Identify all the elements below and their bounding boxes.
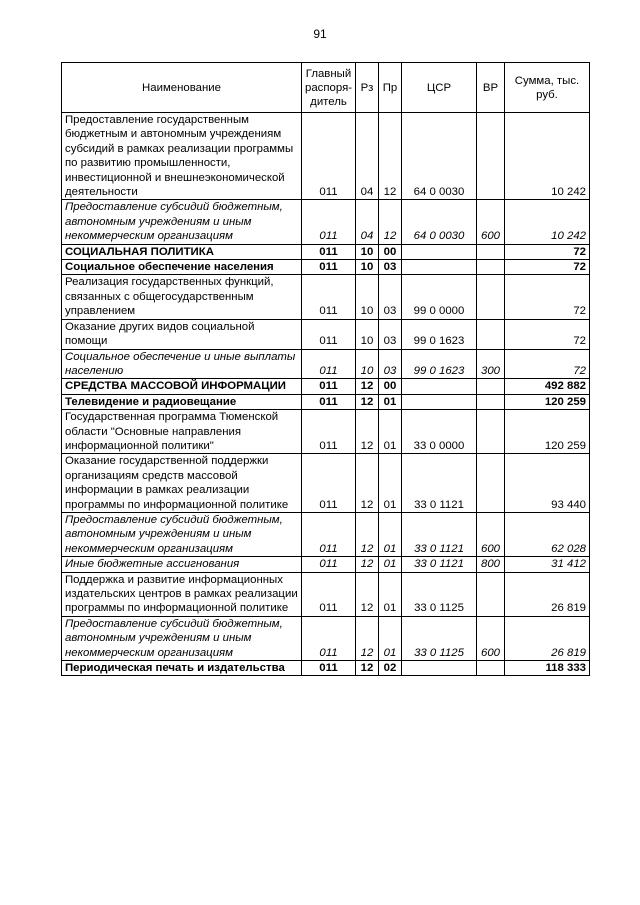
cell-csr bbox=[402, 260, 477, 275]
cell-rz: 12 bbox=[356, 557, 379, 572]
cell-vr: 300 bbox=[477, 349, 505, 379]
table-row bbox=[62, 200, 590, 244]
cell-csr: 99 0 1623 bbox=[402, 349, 477, 379]
cell-name: Телевидение и радиовещание bbox=[62, 394, 302, 409]
cell-rz: 12 bbox=[356, 512, 379, 556]
table-row bbox=[62, 512, 590, 556]
table-row bbox=[62, 661, 590, 676]
cell-csr: 64 0 0030 bbox=[402, 113, 477, 200]
cell-chief-manager: 011 bbox=[302, 260, 356, 275]
cell-csr: 33 0 1121 bbox=[402, 512, 477, 556]
cell-name: Государственная программа Тюменской области "Основные направления информационной политики" bbox=[62, 410, 302, 454]
cell-chief-manager: 011 bbox=[302, 319, 356, 349]
cell-rz: 10 bbox=[356, 275, 379, 319]
header-name: Наименование bbox=[62, 63, 302, 113]
cell-vr: 600 bbox=[477, 616, 505, 660]
cell-pr: 03 bbox=[379, 260, 402, 275]
cell-csr bbox=[402, 661, 477, 676]
cell-rz: 10 bbox=[356, 349, 379, 379]
cell-rz: 10 bbox=[356, 260, 379, 275]
cell-csr: 33 0 1125 bbox=[402, 572, 477, 616]
cell-rz: 12 bbox=[356, 410, 379, 454]
cell-vr: 600 bbox=[477, 200, 505, 244]
cell-name: СРЕДСТВА МАССОВОЙ ИНФОРМАЦИИ bbox=[62, 379, 302, 394]
cell-name: Поддержка и развитие информационных издательских центров в рамках реализации программы по информационной политике bbox=[62, 572, 302, 616]
cell-csr: 64 0 0030 bbox=[402, 200, 477, 244]
table-row bbox=[62, 572, 590, 616]
cell-vr: 800 bbox=[477, 557, 505, 572]
cell-chief-manager: 011 bbox=[302, 410, 356, 454]
cell-csr: 33 0 0000 bbox=[402, 410, 477, 454]
cell-pr: 01 bbox=[379, 454, 402, 513]
cell-pr: 01 bbox=[379, 557, 402, 572]
cell-vr bbox=[477, 379, 505, 394]
cell-rz: 10 bbox=[356, 319, 379, 349]
cell-sum: 62 028 bbox=[505, 512, 590, 556]
cell-csr: 99 0 1623 bbox=[402, 319, 477, 349]
cell-rz: 04 bbox=[356, 200, 379, 244]
table-row bbox=[62, 349, 590, 379]
cell-csr: 33 0 1121 bbox=[402, 557, 477, 572]
cell-vr bbox=[477, 319, 505, 349]
cell-chief-manager: 011 bbox=[302, 454, 356, 513]
table-row bbox=[62, 244, 590, 259]
cell-rz: 12 bbox=[356, 454, 379, 513]
cell-name: Предоставление субсидий бюджетным, автономным учреждениям и иным некоммерческим организациям bbox=[62, 616, 302, 660]
cell-sum: 10 242 bbox=[505, 113, 590, 200]
cell-sum: 26 819 bbox=[505, 616, 590, 660]
table-row bbox=[62, 319, 590, 349]
cell-name: Иные бюджетные ассигнования bbox=[62, 557, 302, 572]
cell-name: Реализация государственных функций, связанных с общегосударственным управлением bbox=[62, 275, 302, 319]
cell-sum: 72 bbox=[505, 349, 590, 379]
cell-name: Социальное обеспечение населения bbox=[62, 260, 302, 275]
header-vr: ВР bbox=[477, 63, 505, 113]
cell-chief-manager: 011 bbox=[302, 349, 356, 379]
cell-csr bbox=[402, 379, 477, 394]
cell-pr: 00 bbox=[379, 379, 402, 394]
cell-rz: 12 bbox=[356, 616, 379, 660]
cell-vr bbox=[477, 661, 505, 676]
cell-vr: 600 bbox=[477, 512, 505, 556]
cell-csr bbox=[402, 244, 477, 259]
cell-sum: 26 819 bbox=[505, 572, 590, 616]
cell-vr bbox=[477, 454, 505, 513]
header-csr: ЦСР bbox=[402, 63, 477, 113]
cell-name: Социальное обеспечение и иные выплаты населению bbox=[62, 349, 302, 379]
cell-csr: 33 0 1121 bbox=[402, 454, 477, 513]
cell-pr: 01 bbox=[379, 616, 402, 660]
table-row bbox=[62, 394, 590, 409]
cell-chief-manager: 011 bbox=[302, 379, 356, 394]
table-row bbox=[62, 275, 590, 319]
cell-csr: 33 0 1125 bbox=[402, 616, 477, 660]
cell-name: СОЦИАЛЬНАЯ ПОЛИТИКА bbox=[62, 244, 302, 259]
cell-csr bbox=[402, 394, 477, 409]
cell-sum: 31 412 bbox=[505, 557, 590, 572]
table-row bbox=[62, 260, 590, 275]
cell-vr bbox=[477, 275, 505, 319]
cell-vr bbox=[477, 410, 505, 454]
cell-chief-manager: 011 bbox=[302, 616, 356, 660]
table-body bbox=[62, 113, 590, 676]
cell-pr: 12 bbox=[379, 200, 402, 244]
cell-pr: 00 bbox=[379, 244, 402, 259]
cell-pr: 03 bbox=[379, 349, 402, 379]
cell-pr: 01 bbox=[379, 394, 402, 409]
cell-rz: 10 bbox=[356, 244, 379, 259]
cell-pr: 03 bbox=[379, 319, 402, 349]
cell-rz: 04 bbox=[356, 113, 379, 200]
cell-sum: 120 259 bbox=[505, 410, 590, 454]
budget-table bbox=[61, 62, 590, 676]
header-sum: Сумма, тыс. руб. bbox=[505, 63, 590, 113]
cell-pr: 02 bbox=[379, 661, 402, 676]
cell-sum: 72 bbox=[505, 244, 590, 259]
cell-pr: 12 bbox=[379, 113, 402, 200]
cell-rz: 12 bbox=[356, 379, 379, 394]
cell-chief-manager: 011 bbox=[302, 394, 356, 409]
cell-pr: 01 bbox=[379, 512, 402, 556]
cell-pr: 01 bbox=[379, 572, 402, 616]
header-pr: Пр bbox=[379, 63, 402, 113]
cell-csr: 99 0 0000 bbox=[402, 275, 477, 319]
header-chief-manager: Главный распоря-дитель bbox=[302, 63, 356, 113]
cell-chief-manager: 011 bbox=[302, 557, 356, 572]
cell-sum: 72 bbox=[505, 319, 590, 349]
table-header-row bbox=[62, 63, 590, 113]
cell-sum: 492 882 bbox=[505, 379, 590, 394]
cell-vr bbox=[477, 244, 505, 259]
page-number: 91 bbox=[313, 27, 327, 41]
table-row bbox=[62, 616, 590, 660]
header-rz: Рз bbox=[356, 63, 379, 113]
cell-chief-manager: 011 bbox=[302, 244, 356, 259]
cell-vr bbox=[477, 113, 505, 200]
cell-chief-manager: 011 bbox=[302, 661, 356, 676]
cell-vr bbox=[477, 572, 505, 616]
table-row bbox=[62, 557, 590, 572]
cell-chief-manager: 011 bbox=[302, 200, 356, 244]
cell-sum: 93 440 bbox=[505, 454, 590, 513]
cell-sum: 118 333 bbox=[505, 661, 590, 676]
cell-pr: 01 bbox=[379, 410, 402, 454]
cell-chief-manager: 011 bbox=[302, 512, 356, 556]
cell-chief-manager: 011 bbox=[302, 113, 356, 200]
cell-name: Периодическая печать и издательства bbox=[62, 661, 302, 676]
cell-rz: 12 bbox=[356, 661, 379, 676]
cell-rz: 12 bbox=[356, 394, 379, 409]
cell-name: Предоставление субсидий бюджетным, автономным учреждениям и иным некоммерческим организациям bbox=[62, 200, 302, 244]
table-row bbox=[62, 454, 590, 513]
cell-sum: 10 242 bbox=[505, 200, 590, 244]
cell-name: Оказание государственной поддержки организациям средств массовой информации в рамках реализации программы по информационной политике bbox=[62, 454, 302, 513]
cell-sum: 72 bbox=[505, 275, 590, 319]
cell-sum: 72 bbox=[505, 260, 590, 275]
cell-chief-manager: 011 bbox=[302, 572, 356, 616]
cell-name: Оказание других видов социальной помощи bbox=[62, 319, 302, 349]
cell-name: Предоставление субсидий бюджетным, автономным учреждениям и иным некоммерческим организациям bbox=[62, 512, 302, 556]
table-row bbox=[62, 410, 590, 454]
cell-name: Предоставление государственным бюджетным и автономным учреждениям субсидий в рамках реализации программы по развитию промышленности, инвестиционной и внешнеэкономической деятельности bbox=[62, 113, 302, 200]
cell-vr bbox=[477, 260, 505, 275]
cell-rz: 12 bbox=[356, 572, 379, 616]
cell-sum: 120 259 bbox=[505, 394, 590, 409]
cell-vr bbox=[477, 394, 505, 409]
cell-chief-manager: 011 bbox=[302, 275, 356, 319]
cell-pr: 03 bbox=[379, 275, 402, 319]
table-row bbox=[62, 113, 590, 200]
table-row bbox=[62, 379, 590, 394]
